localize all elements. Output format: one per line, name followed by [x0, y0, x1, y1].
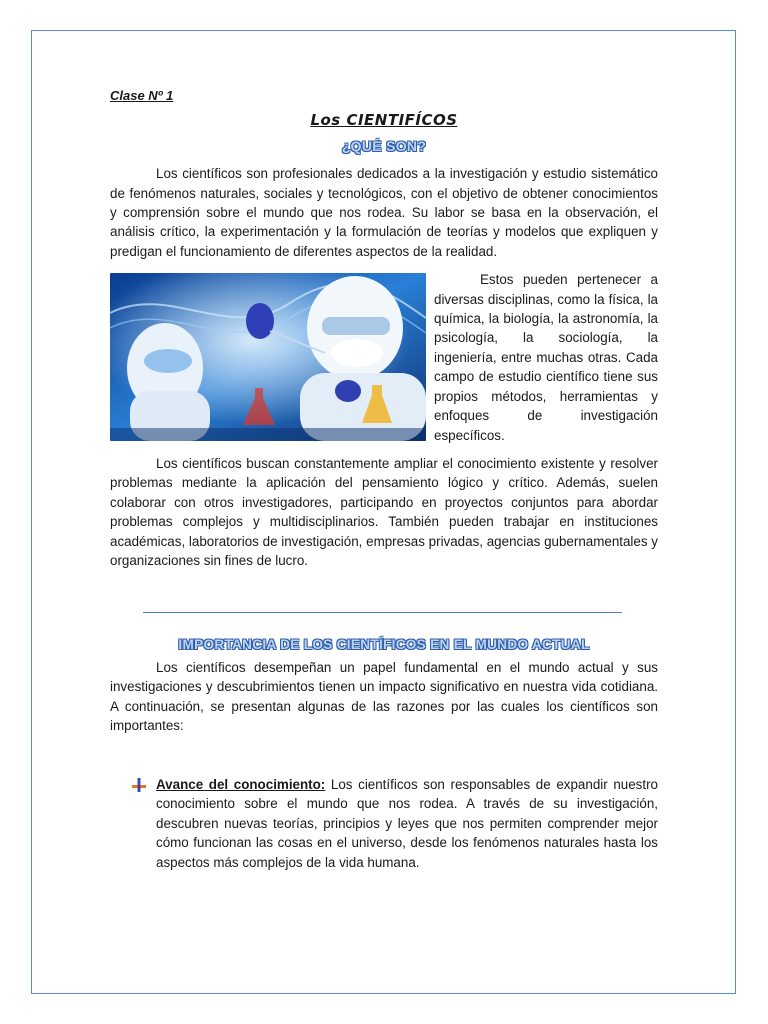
page-title: Los CIENTIFÍCOS — [310, 111, 458, 130]
scientists-lab-photo — [110, 273, 426, 441]
paragraph-importance-intro: Los científicos desempeñan un papel fundamental en el mundo actual y sus investigaciones y descubrimientos tienen un impacto significativo en nuestra vida cotidiana. A continuación, se presentan algunas de las razones por las cuales los científicos son importantes: — [110, 660, 658, 734]
bullet-text — [156, 775, 658, 872]
paragraph-definition: Los científicos son profesionales dedicados a la investigación y estudio sistemático de fenómenos naturales, sociales y tecnológicos, con el objetivo de obtener conocimientos y comprensión sobre el mundo que nos rodea. Su labor se basa en la observación, el análisis crítico, la experimentación y la formulación de teorías y modelos que expliquen y predigan el funcionamiento de diferentes aspectos de la realidad. — [110, 166, 658, 259]
paragraph-disciplines: Estos pueden pertenecer a diversas disciplinas, como la física, la química, la biología, la astronomía, la psicología, la sociología, la ingeniería, entre muchas otras. Cada campo de estudio científico tiene sus propios métodos, herramientas y enfoques de investigación específicos. — [434, 272, 658, 443]
paragraph-collaboration: Los científicos buscan constantemente ampliar el conocimiento existente y resolver problemas mediante la aplicación del pensamiento lógico y crítico. Además, suelen colaborar con otros investigadores, participando en proyectos conjuntos para abordar problemas complejos y multidisciplinarios. También pueden trabajar en instituciones académicas, laboratorios de investigación, empresas privadas, agencias gubernamentales y organizaciones sin fines de lucro. — [110, 455, 658, 568]
image-text-row — [110, 270, 658, 445]
section-importancia — [110, 658, 658, 736]
disciplines-text — [434, 270, 658, 445]
bullet-cross-icon — [132, 775, 156, 872]
section-heading-importancia: IMPORTANCIA DE LOS CIENTÍFICOS EN EL MUNDO ACTUAL — [178, 637, 590, 653]
section-heading-que-son: ¿QUÉ SON? — [341, 137, 427, 154]
bullet-body: Los científicos son responsables de expandir nuestro conocimiento sobre el mundo que nos rodea. A través de su investigación, descubren nuevas teorías, principios y leyes que nos permiten comprender mejor cómo funcionan las cosas en el universo, desde los fenómenos naturales hasta los aspectos más complejos de la vida humana. — [156, 777, 658, 870]
section-divider — [143, 612, 622, 613]
section-que-son — [110, 86, 658, 570]
bullet-list-item — [132, 775, 658, 872]
class-number: Clase Nº 1 — [110, 88, 174, 103]
bullet-title: Avance del conocimiento: — [156, 777, 326, 792]
